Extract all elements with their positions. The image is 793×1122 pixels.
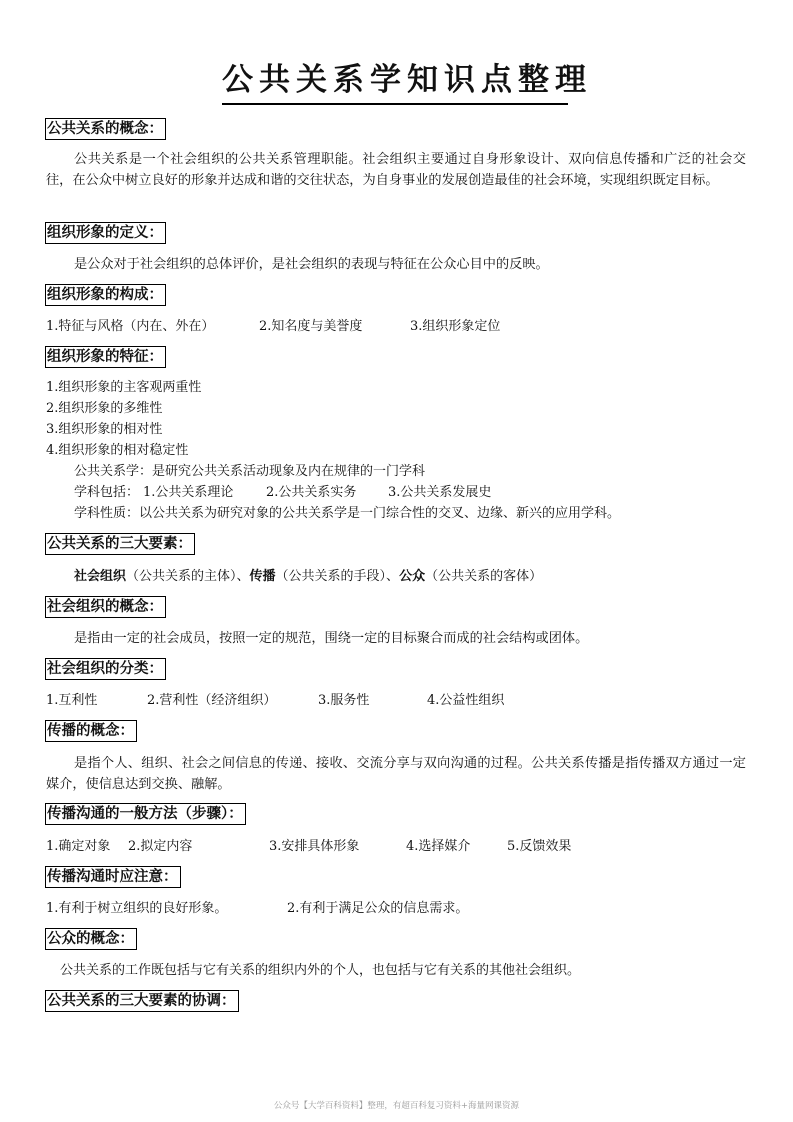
discipline-nature: 学科性质：以公共关系为研究对象的公共关系学是一门综合性的交叉、边缘、新兴的应用学科。: [74, 506, 621, 521]
heading-image-composition: 组织形象的构成：: [45, 284, 166, 306]
discipline-definition: 公共关系学：是研究公共关系活动现象及内在规律的一门学科: [74, 464, 426, 479]
heading-three-elements: 公共关系的三大要素：: [45, 533, 195, 555]
heading-comm-notes: 传播沟通时应注意：: [45, 866, 181, 888]
list-item: 3.安排具体形象: [269, 839, 360, 854]
element-term: 公众: [399, 569, 426, 584]
heading-pr-concept: 公共关系的概念：: [45, 118, 166, 140]
heading-comm-methods: 传播沟通的一般方法（步骤）：: [45, 803, 246, 825]
list-item: 4.选择媒介: [406, 839, 471, 854]
element-term: 传播: [249, 569, 276, 584]
list-item: 3.组织形象的相对性: [46, 422, 163, 437]
list-item: 2.拟定内容: [128, 839, 193, 854]
list-item: 1.公共关系理论: [143, 485, 234, 500]
image-definition-text: 是公众对于社会组织的总体评价，是社会组织的表现与特征在公众心目中的反映。: [74, 257, 549, 272]
list-item: 2.组织形象的多维性: [46, 401, 163, 416]
list-item: 1.互利性: [46, 693, 98, 708]
list-item: 2.公共关系实务: [266, 485, 357, 500]
heading-image-features: 组织形象的特征：: [45, 346, 166, 368]
comm-concept-text: 是指个人、组织、社会之间信息的传递、接收、交流分享与双向沟通的过程。公共关系传播是指传播双方通过一定媒介，使信息达到交换、融解。: [46, 756, 746, 792]
heading-coordination: 公共关系的三大要素的协调：: [45, 990, 239, 1012]
element-note: （公共关系的手段）、: [275, 569, 400, 584]
list-item: 5.反馈效果: [507, 839, 572, 854]
list-item: 3.公共关系发展史: [388, 485, 492, 500]
list-item: 2.营利性（经济组织）: [147, 693, 277, 708]
list-item: 1.组织形象的主客观两重性: [46, 380, 202, 395]
footer-note: 公众号【大学百科资料】整理，有超百科复习资料+海量网课资源: [273, 1101, 520, 1111]
heading-image-definition: 组织形象的定义：: [45, 222, 166, 244]
subjects-label: 学科包括：: [74, 485, 140, 500]
list-item: 1.有利于树立组织的良好形象。: [46, 901, 228, 916]
list-item: 4.公益性组织: [427, 693, 505, 708]
list-item: 3.组织形象定位: [410, 319, 501, 334]
list-item: 4.组织形象的相对稳定性: [46, 443, 189, 458]
three-elements-line: [74, 566, 542, 587]
public-concept-text: 公共关系的工作既包括与它有关系的组织内外的个人，也包括与它有关系的其他社会组织。: [60, 963, 581, 978]
list-item: 2.知名度与美誉度: [259, 319, 363, 334]
list-item: 2.有利于满足公众的信息需求。: [287, 901, 469, 916]
list-item: 1.特征与风格（内在、外在）: [46, 319, 215, 334]
element-note: （公共关系的客体）: [425, 569, 543, 584]
heading-public-concept: 公众的概念：: [45, 928, 137, 950]
element-term: 社会组织: [74, 569, 127, 584]
pr-concept-text: 公共关系是一个社会组织的公共关系管理职能。社会组织主要通过自身形象设计、双向信息传播和广泛的社会交往，在公众中树立良好的形象并达成和谐的交往状态，为自身事业的发展创造最佳的社会环境，实现组织既定目标。: [46, 152, 746, 188]
heading-org-concept: 社会组织的概念：: [45, 596, 166, 618]
heading-comm-concept: 传播的概念：: [45, 720, 137, 742]
list-item: 1.确定对象: [46, 839, 111, 854]
list-item: 3.服务性: [318, 693, 370, 708]
element-note: （公共关系的主体）、: [126, 569, 250, 584]
org-concept-text: 是指由一定的社会成员，按照一定的规范，围绕一定的目标聚合而成的社会结构或团体。: [74, 631, 589, 646]
page-title: 公共关系学知识点整理: [222, 54, 568, 105]
heading-org-types: 社会组织的分类：: [45, 658, 166, 680]
